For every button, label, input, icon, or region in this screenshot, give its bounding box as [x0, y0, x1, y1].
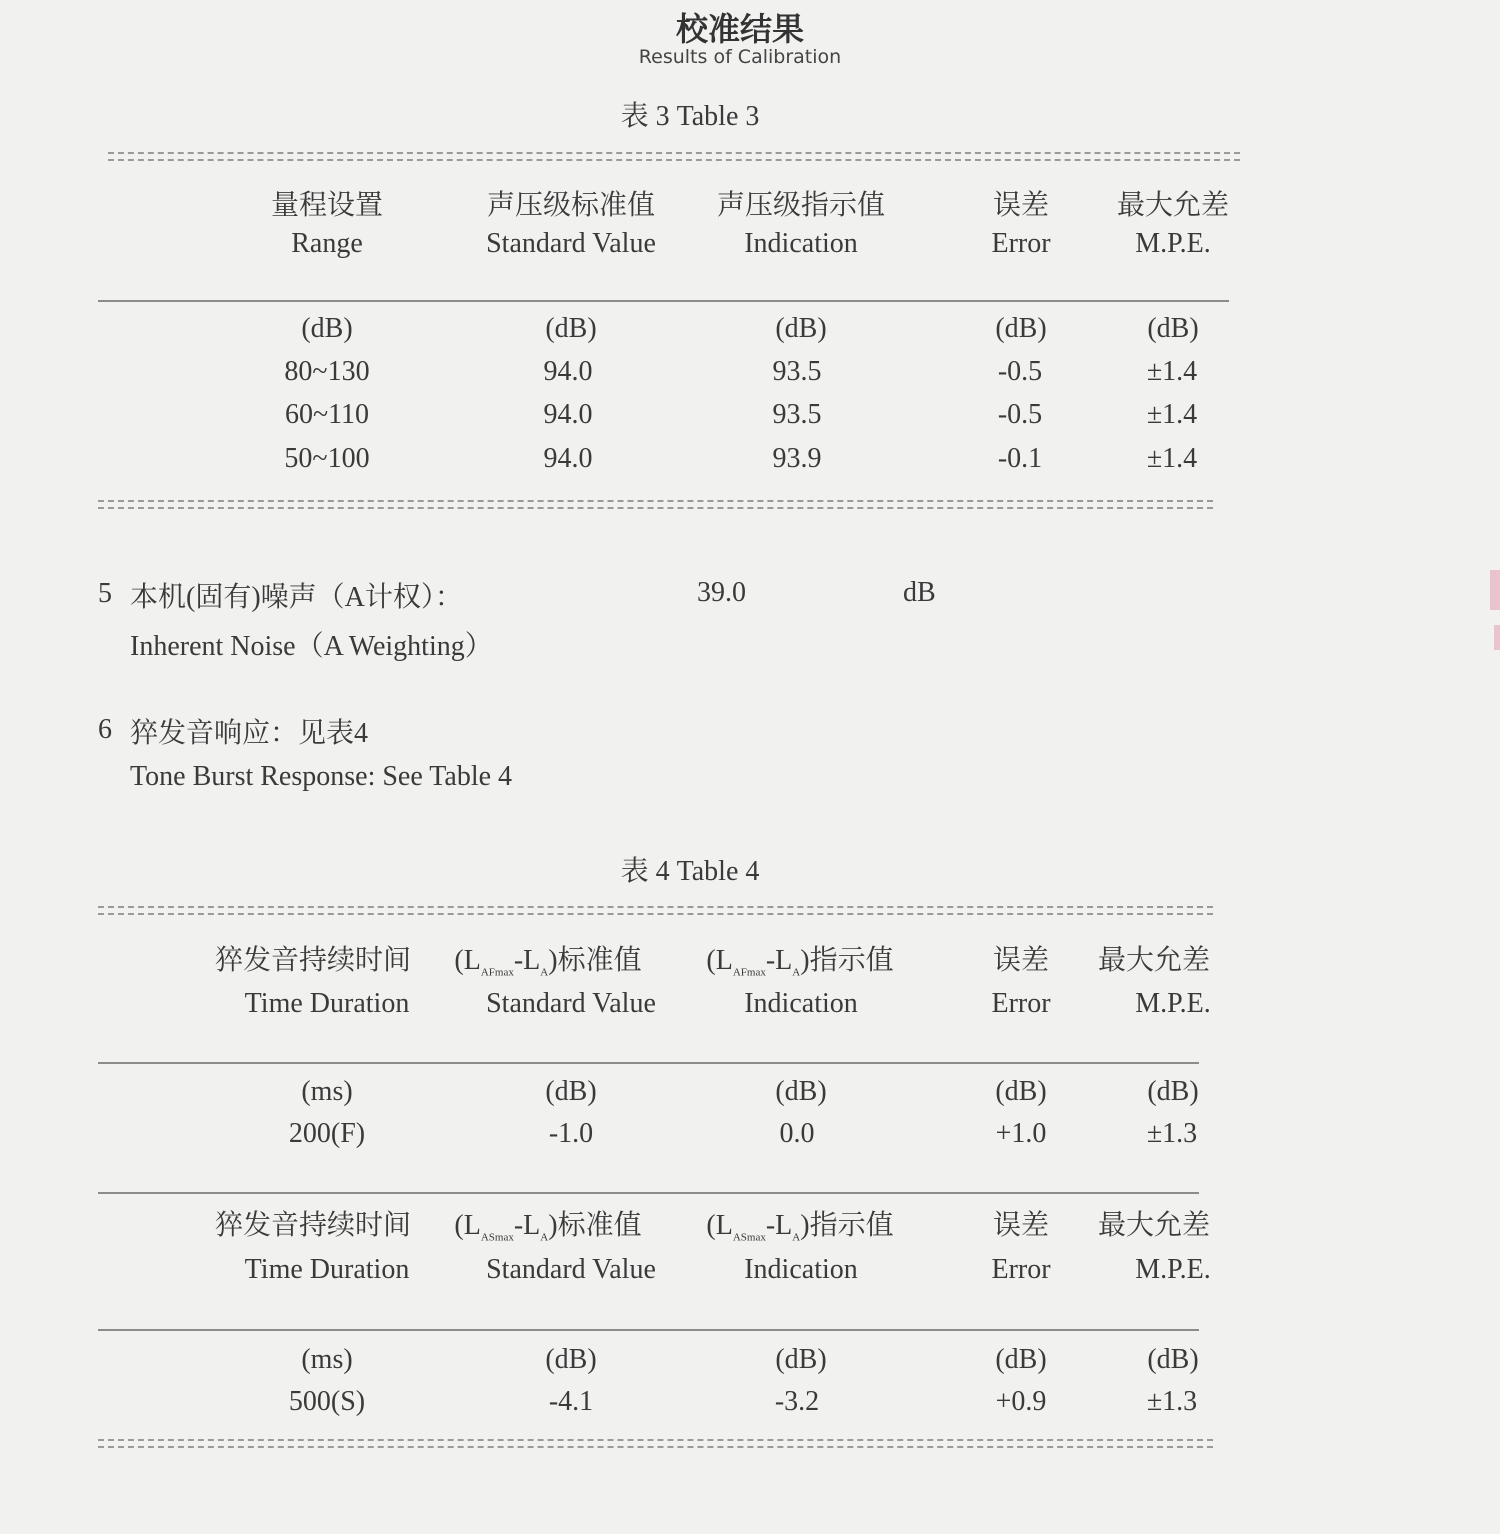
- table4-col-error-cn: 误差: [992, 1210, 1050, 1241]
- formula-minus: -L: [765, 945, 793, 976]
- table3-cell: 60~110: [284, 399, 370, 430]
- formula-suffix: )指示值: [800, 945, 894, 976]
- table3-caption: 表 3 Table 3: [620, 101, 760, 132]
- table4-cell: +1.0: [995, 1118, 1047, 1149]
- table4-col-error-en: Error: [991, 1254, 1051, 1285]
- table4-col-indication-formula: [706, 938, 893, 979]
- table3-cell: 50~100: [284, 443, 370, 474]
- table4-cell: +0.9: [995, 1386, 1047, 1417]
- table4-unit-duration: (ms): [301, 1076, 353, 1107]
- table3-col-indication-cn: 声压级指示值: [716, 190, 886, 221]
- table3-col-mpe-en: M.P.E.: [1135, 228, 1211, 259]
- table3-col-range-cn: 量程设置: [270, 190, 384, 221]
- section5-number: 5: [98, 578, 112, 609]
- table3-col-range-en: Range: [291, 228, 363, 259]
- stamp-edge: [1490, 570, 1500, 610]
- table3-cell: -0.5: [997, 356, 1043, 387]
- page-title: 校准结果: [675, 10, 805, 48]
- table4-col-indication-en: Indication: [744, 1254, 858, 1285]
- formula-subscript: A: [540, 1231, 549, 1244]
- table3-cell: 94.0: [543, 443, 593, 474]
- table4-caption: 表 4 Table 4: [620, 856, 760, 887]
- formula-minus: -L: [765, 1210, 793, 1241]
- table4-col-error-cn: 误差: [992, 945, 1050, 976]
- table4-col-mpe-en: M.P.E.: [1135, 1254, 1211, 1285]
- table3-cell: ±1.4: [1146, 356, 1198, 387]
- table3-cell: 94.0: [543, 399, 593, 430]
- table3-cell: 93.5: [772, 399, 822, 430]
- page-subtitle: Results of Calibration: [638, 46, 842, 68]
- table3-cell: 93.5: [772, 356, 822, 387]
- formula-minus: -L: [513, 945, 541, 976]
- table4-cell: -1.0: [548, 1118, 594, 1149]
- table3-unit-error: (dB): [995, 313, 1047, 344]
- table4-col-standard-en: Standard Value: [486, 988, 656, 1019]
- table4-unit-standard: (dB): [545, 1344, 597, 1375]
- table4-unit-error: (dB): [995, 1076, 1047, 1107]
- section6-number: 6: [98, 714, 112, 745]
- formula-open: (L: [706, 1210, 733, 1241]
- table3-unit-range: (dB): [301, 313, 353, 344]
- table4-cell: ±1.3: [1146, 1118, 1198, 1149]
- table4-col-mpe-cn: 最大允差: [1097, 945, 1211, 976]
- section5-label-en: Inherent Noise（A Weighting）: [130, 631, 493, 662]
- table4-col-standard-formula: [454, 938, 641, 979]
- table3-cell: ±1.4: [1146, 399, 1198, 430]
- table4-unit-mpe: (dB): [1147, 1076, 1199, 1107]
- table3-cell: 80~130: [284, 356, 370, 387]
- stamp-edge: [1494, 625, 1500, 650]
- table4-bottom-rule: [98, 1439, 1213, 1448]
- table3-col-error-en: Error: [991, 228, 1051, 259]
- formula-open: (L: [454, 1210, 481, 1241]
- table4-cell: 500(S): [288, 1386, 366, 1417]
- table3-header-rule: [98, 300, 1229, 302]
- table3-unit-mpe: (dB): [1147, 313, 1199, 344]
- formula-subscript: A: [792, 966, 801, 979]
- table4-col-duration-en: Time Duration: [244, 1254, 410, 1285]
- table4-block-separator: [98, 1192, 1199, 1194]
- formula-suffix: )指示值: [800, 1210, 894, 1241]
- table3-col-mpe-cn: 最大允差: [1116, 190, 1230, 221]
- table4-unit-error: (dB): [995, 1344, 1047, 1375]
- formula-suffix: )标准值: [548, 1210, 642, 1241]
- table4-col-duration-cn: 猝发音持续时间: [214, 945, 412, 976]
- formula-subscript: A: [792, 1231, 801, 1244]
- table4-unit-standard: (dB): [545, 1076, 597, 1107]
- table3-cell: -0.5: [997, 399, 1043, 430]
- table4-col-standard-en: Standard Value: [486, 1254, 656, 1285]
- table4-col-indication-en: Indication: [744, 988, 858, 1019]
- table3-cell: ±1.4: [1146, 443, 1198, 474]
- table4-col-error-en: Error: [991, 988, 1051, 1019]
- table4-col-mpe-en: M.P.E.: [1135, 988, 1211, 1019]
- table4-cell: 0.0: [779, 1118, 815, 1149]
- table4-top-rule: [98, 906, 1213, 915]
- section6-label-cn: 猝发音响应：见表4: [130, 718, 369, 749]
- table4-unit-duration: (ms): [301, 1344, 353, 1375]
- formula-subscript: A: [540, 966, 549, 979]
- section6-label-en: Tone Burst Response: See Table 4: [130, 761, 513, 792]
- table4-col-duration-en: Time Duration: [244, 988, 410, 1019]
- table3-bottom-rule: [98, 500, 1213, 509]
- table3-cell: 94.0: [543, 356, 593, 387]
- table3-col-standard-en: Standard Value: [486, 228, 656, 259]
- table3-unit-indication: (dB): [775, 313, 827, 344]
- table3-cell: -0.1: [997, 443, 1043, 474]
- table4-cell: -4.1: [548, 1386, 594, 1417]
- section5-value: 39.0: [697, 577, 746, 608]
- formula-minus: -L: [513, 1210, 541, 1241]
- table4-col-mpe-cn: 最大允差: [1097, 1210, 1211, 1241]
- table4-unit-mpe: (dB): [1147, 1344, 1199, 1375]
- table3-col-standard-cn: 声压级标准值: [486, 190, 656, 221]
- table4-cell: 200(F): [288, 1118, 366, 1149]
- table3-col-indication-en: Indication: [744, 228, 858, 259]
- table4-col-indication-formula: [706, 1203, 893, 1244]
- formula-subscript: AFmax: [732, 966, 766, 979]
- formula-suffix: )标准值: [548, 945, 642, 976]
- table4-block1-header-rule: [98, 1062, 1199, 1064]
- table3-col-error-cn: 误差: [992, 190, 1050, 221]
- section5-unit: dB: [903, 577, 936, 608]
- formula-subscript: ASmax: [732, 1231, 766, 1244]
- table4-block2-header-rule: [98, 1329, 1199, 1331]
- table4-unit-indication: (dB): [775, 1076, 827, 1107]
- table4-cell: ±1.3: [1146, 1386, 1198, 1417]
- table4-cell: -3.2: [774, 1386, 820, 1417]
- table4-col-standard-formula: [454, 1203, 641, 1244]
- table3-unit-standard: (dB): [545, 313, 597, 344]
- table3-cell: 93.9: [772, 443, 822, 474]
- table3-top-rule: [108, 152, 1240, 161]
- formula-subscript: ASmax: [480, 1231, 514, 1244]
- table4-unit-indication: (dB): [775, 1344, 827, 1375]
- formula-open: (L: [706, 945, 733, 976]
- section5-label-cn: 本机(固有)噪声（A计权）：: [130, 582, 463, 613]
- table4-col-duration-cn: 猝发音持续时间: [214, 1210, 412, 1241]
- formula-subscript: AFmax: [480, 966, 514, 979]
- formula-open: (L: [454, 945, 481, 976]
